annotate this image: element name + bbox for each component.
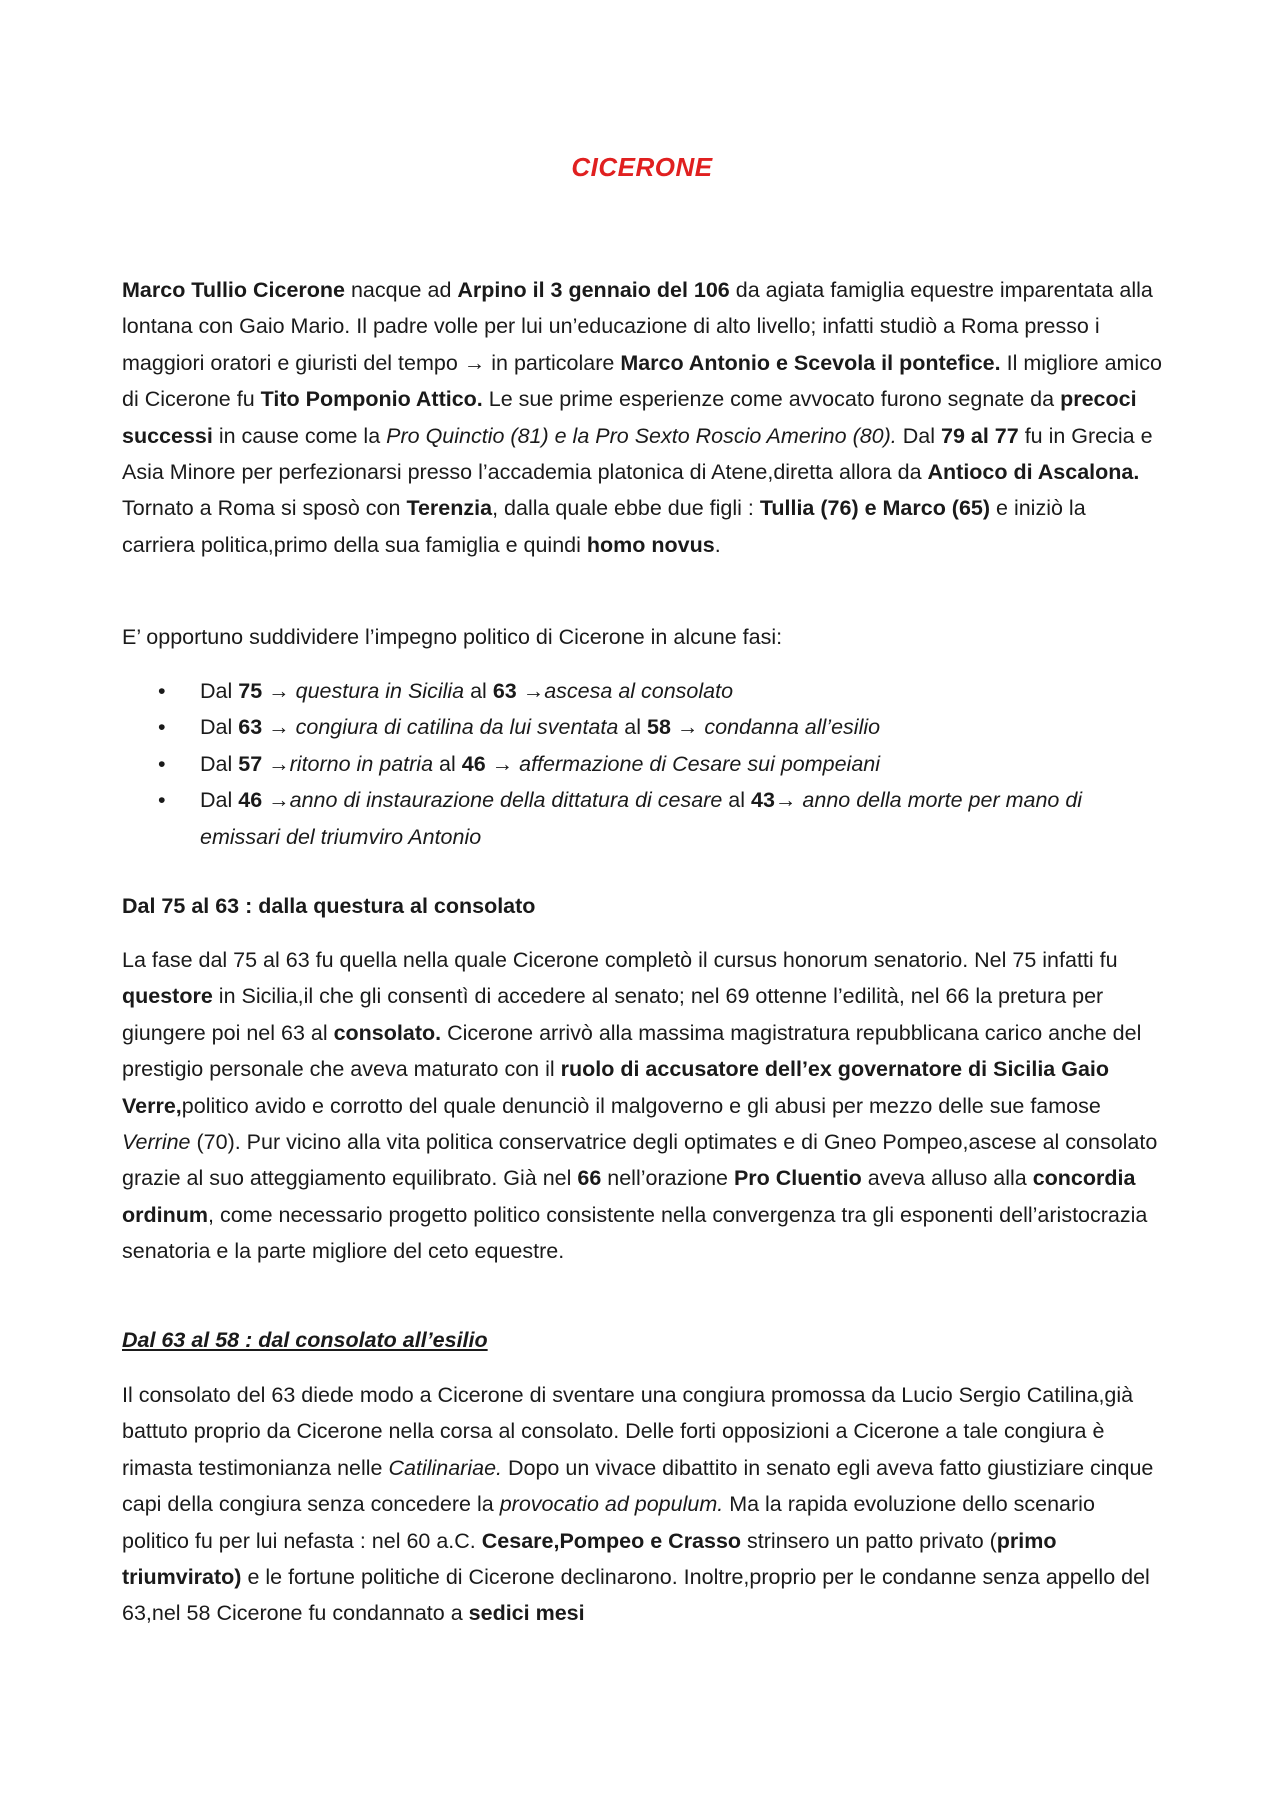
text-run: da agiata famiglia equestre imparentata alla lontana con Gaio Mario. Il padre volle per lui un’educazione di alto livello; infatti studiò a Roma presso i maggiori oratori e giuristi del tempo → in particolare	[122, 278, 1153, 375]
list-item	[122, 673, 1162, 709]
text-run: Tornato a Roma si sposò con	[122, 496, 407, 521]
text-run: primo triumvirato)	[122, 1528, 1057, 1590]
text-run: Dal	[200, 679, 239, 703]
text-run: 43	[751, 788, 775, 813]
text-run: Catilinariae.	[388, 1455, 503, 1480]
text-run: Cesare,Pompeo e Crasso	[481, 1528, 742, 1553]
text-run: fu in Grecia e Asia Minore per perfezionarsi presso l’accademia platonica di Atene,diretta allora da	[122, 423, 1153, 485]
text-run: al	[464, 679, 493, 703]
text-run: Dal	[200, 788, 239, 813]
text-run: in cause come la	[212, 423, 387, 448]
text-run: →	[516, 679, 545, 703]
section-heading-questura: Dal 75 al 63 : dalla questura al consolato	[122, 894, 536, 918]
text-run: sedici mesi	[468, 1601, 585, 1626]
text-run: al	[722, 788, 751, 813]
text-run: Dal	[200, 751, 239, 776]
text-run: 57	[238, 751, 263, 776]
bullet-icon: •	[158, 788, 166, 813]
text-run: →	[485, 751, 520, 776]
text-run: questura in Sicilia	[295, 679, 465, 703]
text-run: Verrine	[122, 1130, 191, 1155]
text-run: questore	[122, 984, 213, 1009]
text-run: anno di instaurazione della dittatura di cesare	[289, 788, 723, 813]
bullet-icon: •	[158, 679, 166, 703]
text-run: Terenzia	[406, 496, 493, 521]
text-run: , come necessario progetto politico consistente nella convergenza tra gli esponenti dell’aristocrazia senatoria e la parte migliore del ceto equestre.	[122, 1202, 1148, 1264]
phases-list	[122, 673, 1162, 855]
text-run: Dal	[896, 423, 941, 448]
text-run: →	[262, 788, 290, 813]
text-run: 66	[577, 1166, 602, 1191]
text-run: 46	[238, 788, 263, 813]
text-run: e iniziò la carriera politica,primo della sua famiglia e quindi	[122, 496, 1086, 557]
bullet-icon: •	[158, 751, 166, 776]
text-run: .	[714, 532, 721, 557]
page-title: CICERONE	[571, 152, 713, 182]
text-run: e le fortune politiche di Cicerone declinarono. Inoltre,proprio per le condanne senza appello del 63,nel 58 Cicerone fu condannato a	[122, 1565, 1150, 1626]
text-run: nell’orazione	[601, 1166, 734, 1191]
text-run: 58	[647, 715, 671, 740]
text-run: in Sicilia,il che gli consentì di accedere al senato; nel 69 ottenne l’edilità, nel 66 la pretura per giungere poi nel 63 al	[122, 984, 1104, 1045]
text-run: 63	[238, 715, 263, 740]
bullet-icon: •	[158, 715, 166, 740]
text-run: Marco Antonio e Scevola il pontefice.	[620, 350, 1001, 375]
text-run: , dalla quale ebbe due figli :	[492, 496, 760, 521]
text-run: 63	[492, 679, 517, 703]
text-run: Dopo un vivace dibattito in senato egli aveva fatto giustiziare cinque capi della congiura senza concedere la	[122, 1455, 1154, 1517]
text-run: aveva alluso alla	[861, 1166, 1033, 1191]
text-run: Pro Cluentio	[733, 1166, 862, 1191]
text-run: strinsero un patto privato (	[741, 1528, 997, 1553]
text-run: precoci successi	[122, 387, 1137, 448]
text-run: al	[618, 715, 647, 740]
text-run: (70). Pur vicino alla vita politica conservatrice degli optimates e di Gneo Pompeo,ascese al consolato grazie al suo atteggiamento equilibrato. Già nel	[122, 1130, 1158, 1191]
list-item	[122, 782, 1162, 855]
intro-paragraph	[122, 272, 1162, 563]
text-run: Arpino il 3 gennaio del 106	[457, 278, 730, 302]
text-run: Ma la rapida evoluzione dello scenario politico fu per lui nefasta : nel 60 a.C.	[122, 1492, 1095, 1553]
phases-intro: E’ opportuno suddividere l’impegno politico di Cicerone in alcune fasi:	[122, 625, 783, 649]
text-run: Marco Tullio Cicerone	[122, 278, 345, 302]
text-run: al	[433, 751, 462, 776]
text-run: Antioco di Ascalona.	[927, 460, 1140, 485]
text-run: affermazione di Cesare sui pompeiani	[519, 751, 881, 776]
text-run: provocatio ad populum.	[499, 1492, 724, 1517]
text-run: Il migliore amico di Cicerone fu	[122, 350, 1162, 412]
text-run: Dal	[200, 715, 239, 740]
text-run: →	[774, 788, 803, 813]
text-run: Cicerone arrivò alla massima magistratura repubblicana carico anche del prestigio personale che aveva maturato con il	[122, 1020, 1142, 1082]
text-run: 75	[238, 679, 263, 703]
text-run: →	[670, 715, 705, 740]
list-item	[122, 746, 1162, 782]
text-run: ascesa al consolato	[544, 679, 734, 703]
list-item	[122, 709, 1162, 745]
text-run: Tito Pomponio Attico.	[260, 387, 483, 412]
text-run: Tullia (76) e Marco (65)	[759, 496, 991, 521]
text-run: →	[262, 679, 296, 703]
text-run: nacque ad	[345, 278, 458, 302]
text-run: ruolo di accusatore dell’ex governatore di Sicilia Gaio Verre,	[122, 1057, 1110, 1118]
text-run: La fase dal 75 al 63 fu quella nella quale Cicerone completò il cursus honorum senatorio. Nel 75 infatti fu	[122, 948, 1118, 972]
text-run: →	[262, 751, 290, 776]
questura-paragraph	[122, 942, 1162, 1270]
text-run: homo novus	[586, 532, 715, 557]
text-run: concordia ordinum	[122, 1166, 1136, 1227]
section-heading-esilio: Dal 63 al 58 : dal consolato all’esilio	[122, 1328, 488, 1352]
text-run: consolato.	[333, 1020, 442, 1045]
text-run: 46	[461, 751, 486, 776]
text-run: politico avido e corrotto del quale denunciò il malgoverno e gli abusi per mezzo delle sue famose	[181, 1093, 1101, 1118]
text-run: 79 al 77	[941, 423, 1019, 448]
text-run: anno della morte per mano di emissari del triumviro Antonio	[200, 788, 1083, 849]
text-run: Pro Quinctio (81) e la Pro Sexto Roscio Amerino (80).	[386, 423, 897, 448]
text-run: Il consolato del 63 diede modo a Cicerone di sventare una congiura promossa da Lucio Sergio Catilina,già battuto proprio da Cicerone nella corsa al consolato. Delle forti opposizioni a Cicerone a tale congiura è rimasta testimonianza nelle	[122, 1383, 1134, 1480]
text-run: congiura di catilina da lui sventata	[295, 715, 619, 740]
text-run: condanna all’esilio	[704, 715, 881, 740]
text-run: ritorno in patria	[289, 751, 434, 776]
esilio-paragraph	[122, 1377, 1162, 1632]
text-run: Le sue prime esperienze come avvocato furono segnate da	[482, 387, 1061, 412]
text-run: →	[262, 715, 296, 740]
